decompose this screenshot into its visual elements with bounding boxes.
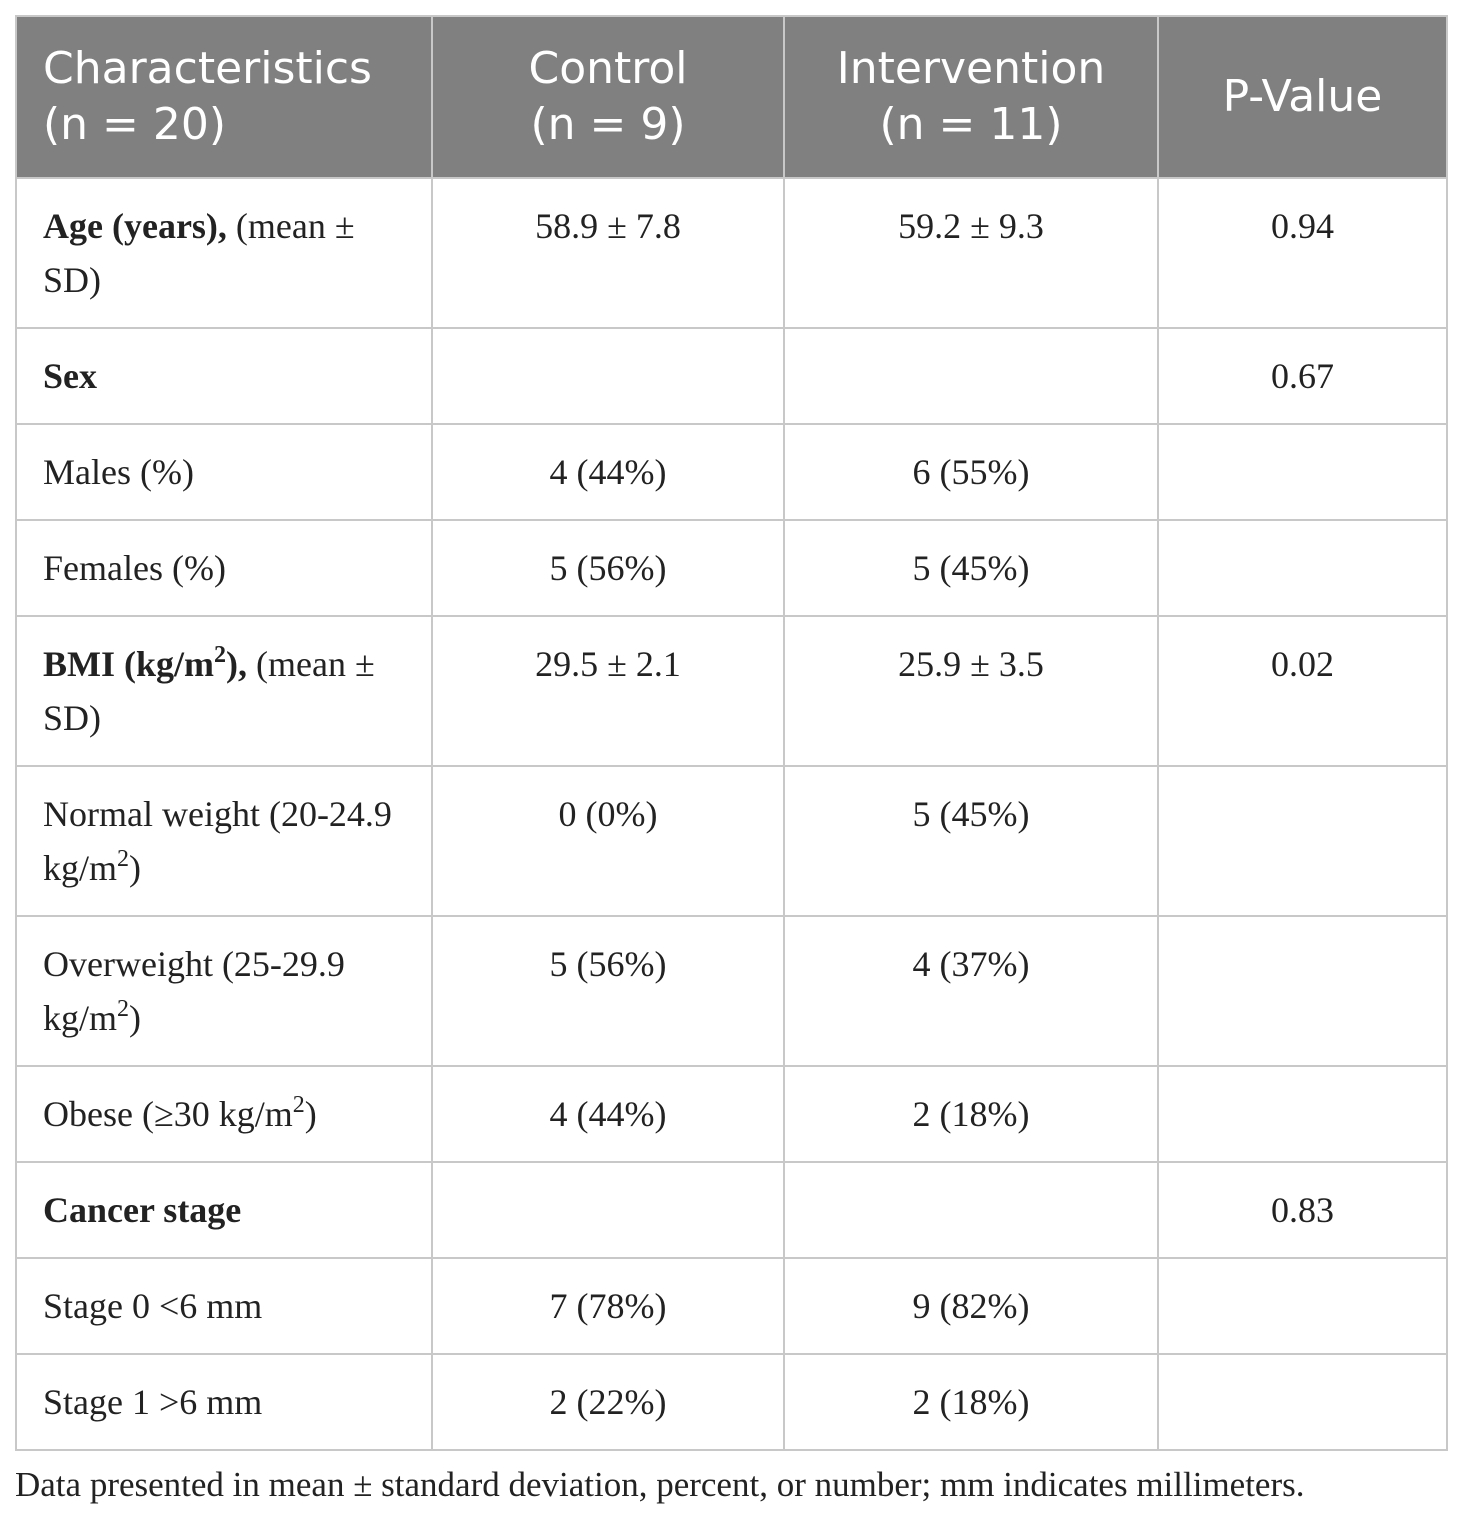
cell-control: 29.5 ± 2.1 bbox=[432, 616, 784, 766]
row-label bbox=[16, 616, 432, 766]
superscript: 2 bbox=[117, 996, 130, 1022]
row-label-rest: (mean ± SD) bbox=[43, 644, 375, 738]
table-row-sex bbox=[16, 328, 1447, 424]
row-label-bold-part: ), bbox=[226, 644, 247, 684]
cell-intervention: 5 (45%) bbox=[784, 766, 1158, 916]
cell-control: 5 (56%) bbox=[432, 916, 784, 1066]
cell-p-value bbox=[1158, 1354, 1447, 1450]
row-label: Stage 1 >6 mm bbox=[16, 1354, 432, 1450]
row-label-part: Overweight (25-29.9 kg/m bbox=[43, 944, 345, 1038]
cell-p-value: 0.94 bbox=[1158, 178, 1447, 328]
header-control bbox=[432, 16, 784, 178]
row-label bbox=[16, 916, 432, 1066]
row-label-bold: Sex bbox=[43, 356, 97, 396]
row-label: Males (%) bbox=[16, 424, 432, 520]
row-label bbox=[16, 766, 432, 916]
cell-control: 5 (56%) bbox=[432, 520, 784, 616]
table-footnote: Data presented in mean ± standard deviation, percent, or number; mm indicates millimeters. bbox=[15, 1465, 1305, 1504]
cell-p-value: 0.83 bbox=[1158, 1162, 1447, 1258]
cell-intervention: 5 (45%) bbox=[784, 520, 1158, 616]
cell-control: 58.9 ± 7.8 bbox=[432, 178, 784, 328]
cell-control: 0 (0%) bbox=[432, 766, 784, 916]
row-label bbox=[16, 1162, 432, 1258]
row-label-part: Normal weight (20-24.9 kg/m bbox=[43, 794, 392, 888]
table-row-bmi bbox=[16, 616, 1447, 766]
row-label-bold bbox=[43, 644, 247, 684]
cell-intervention: 9 (82%) bbox=[784, 1258, 1158, 1354]
cell-intervention: 2 (18%) bbox=[784, 1066, 1158, 1162]
superscript: 2 bbox=[214, 642, 226, 668]
characteristics-table bbox=[15, 15, 1448, 1451]
cell-intervention: 4 (37%) bbox=[784, 916, 1158, 1066]
cell-control: 4 (44%) bbox=[432, 424, 784, 520]
table-header bbox=[16, 16, 1447, 178]
row-label-bold: Age (years), bbox=[43, 206, 227, 246]
row-label-part: ) bbox=[129, 998, 142, 1038]
header-row bbox=[16, 16, 1447, 178]
cell-control: 2 (22%) bbox=[432, 1354, 784, 1450]
cell-control bbox=[432, 328, 784, 424]
cell-p-value bbox=[1158, 424, 1447, 520]
cell-p-value bbox=[1158, 916, 1447, 1066]
table-row-cancer-stage bbox=[16, 1162, 1447, 1258]
header-characteristics bbox=[16, 16, 432, 178]
row-label bbox=[16, 178, 432, 328]
cell-intervention: 25.9 ± 3.5 bbox=[784, 616, 1158, 766]
cell-p-value bbox=[1158, 520, 1447, 616]
header-control-n: (n = 9) bbox=[530, 99, 686, 150]
row-label-part: ) bbox=[304, 1094, 317, 1134]
row-label bbox=[16, 1066, 432, 1162]
row-label-bold: Cancer stage bbox=[43, 1190, 242, 1230]
cell-p-value bbox=[1158, 766, 1447, 916]
table-row-females bbox=[16, 520, 1447, 616]
cell-intervention: 59.2 ± 9.3 bbox=[784, 178, 1158, 328]
cell-p-value: 0.02 bbox=[1158, 616, 1447, 766]
cell-p-value bbox=[1158, 1258, 1447, 1354]
row-label-part: Obese (≥30 kg/m bbox=[43, 1094, 293, 1134]
row-label bbox=[16, 328, 432, 424]
cell-p-value bbox=[1158, 1066, 1447, 1162]
superscript: 2 bbox=[117, 846, 130, 872]
cell-intervention: 2 (18%) bbox=[784, 1354, 1158, 1450]
header-intervention bbox=[784, 16, 1158, 178]
header-p-value: P-Value bbox=[1158, 16, 1447, 178]
table-row-overweight bbox=[16, 916, 1447, 1066]
cell-control: 4 (44%) bbox=[432, 1066, 784, 1162]
header-intervention-n: (n = 11) bbox=[879, 99, 1063, 150]
table-row-obese bbox=[16, 1066, 1447, 1162]
table-row-stage-1 bbox=[16, 1354, 1447, 1450]
row-label-rest: (mean ± SD) bbox=[43, 206, 355, 300]
table-row-males bbox=[16, 424, 1447, 520]
superscript: 2 bbox=[292, 1092, 305, 1118]
table-row-normal-weight bbox=[16, 766, 1447, 916]
row-label-part: ) bbox=[129, 848, 142, 888]
cell-p-value: 0.67 bbox=[1158, 328, 1447, 424]
header-control-label: Control bbox=[528, 43, 688, 94]
table-body bbox=[16, 178, 1447, 1450]
header-intervention-label: Intervention bbox=[836, 43, 1106, 94]
row-label: Females (%) bbox=[16, 520, 432, 616]
table-row-stage-0 bbox=[16, 1258, 1447, 1354]
cell-intervention bbox=[784, 1162, 1158, 1258]
row-label-bold-part: BMI (kg/m bbox=[43, 644, 214, 684]
cell-control bbox=[432, 1162, 784, 1258]
cell-intervention bbox=[784, 328, 1158, 424]
cell-control: 7 (78%) bbox=[432, 1258, 784, 1354]
table-row-age bbox=[16, 178, 1447, 328]
header-characteristics-n: (n = 20) bbox=[43, 99, 227, 150]
row-label: Stage 0 <6 mm bbox=[16, 1258, 432, 1354]
header-characteristics-label: Characteristics bbox=[43, 43, 372, 94]
cell-intervention: 6 (55%) bbox=[784, 424, 1158, 520]
